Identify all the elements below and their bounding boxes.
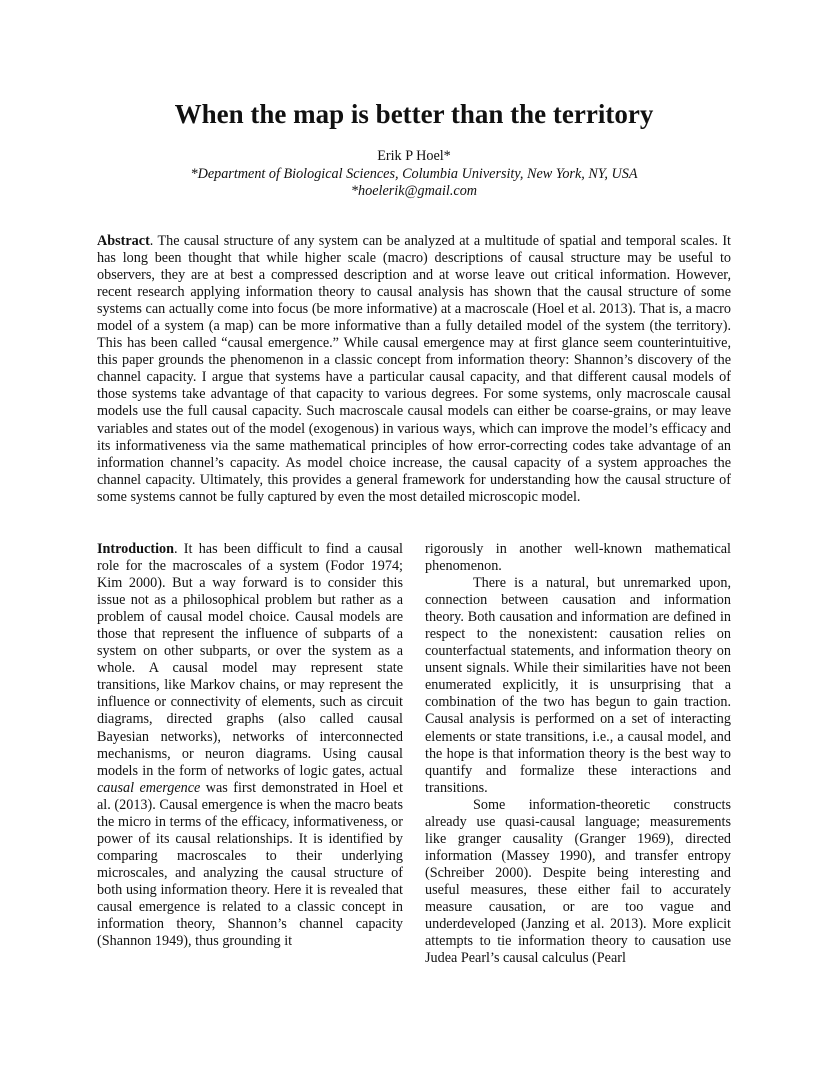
author-block (0, 148, 828, 201)
abstract (97, 233, 731, 506)
intro-p1-text-b: was first demonstrated in Hoel et al. (2013). Causal emergence is when the macro beats the micro in terms of the efficacy, informativeness, or power of its causal relationships. It is identified by comparing macroscales to their underlying microscales, and analyzing the causal structure of both using information theory. Here it is revealed that causal emergence is related to a classic concept in information theory, Shannon’s channel capacity (Shannon 1949), thus grounding it (97, 779, 403, 950)
author-email: *hoelerik@gmail.com (350, 183, 478, 199)
author-affiliation: *Department of Biological Sciences, Columbia University, New York, NY, USA (190, 165, 638, 182)
body-columns (97, 541, 731, 981)
intro-paragraph-3: Some information-theoretic constructs already use quasi-causal language; measurements like granger causality (Granger 1969), directed information (Massey 1990), and transfer entropy (Schreiber 2000). Despite being interesting and useful measures, these either fail to accurately measure causation, or are too vague and underdeveloped (Janzing et al. 2013). More explicit attempts to tie information theory to causation use Judea Pearl’s causal calculus (Pearl (425, 796, 731, 967)
intro-paragraph-1 (97, 541, 403, 950)
abstract-label: Abstract (97, 233, 150, 249)
paper-title: When the map is better than the territory (174, 99, 654, 129)
intro-p1-emphasis: causal emergence (97, 779, 201, 796)
introduction-label: Introduction (97, 541, 174, 557)
right-column (425, 541, 731, 967)
intro-paragraph-1-continued: rigorously in another well-known mathematical phenomenon. (425, 541, 731, 575)
intro-paragraph-2: There is a natural, but unremarked upon, connection between causation and information theory. Both causation and information are defined in respect to the nonexistent: causation relies on counterfactual statements, and information theory on unsent signals. While their similarities have not been enumerated explicitly, it is unsurprising that a combination of the two has begun to gain traction. Causal analysis is performed on a set of interacting elements or state transitions, i.e., a causal model, and the hope is that information theory is the best way to quantify and formalize these interactions and transitions. (425, 575, 731, 796)
author-name: Erik P Hoel* (377, 148, 451, 164)
left-column (97, 541, 403, 950)
intro-p1-text-a: . It has been difficult to find a causal role for the macroscales of a system (Fodor 1974; Kim 2000). But a way forward is to consider this issue not as a philosophical problem but rather as a problem of causal model choice. Causal models are those that represent the influence of subparts of a system on other subparts, or over the system as a whole. A causal model may represent state transitions, like Markov chains, or may represent the influence or connectivity of elements, such as circuit diagrams, directed graphs (also called causal Bayesian networks), networks of interconnected mechanisms, or neuron diagrams. Using causal models in the form of networks of logic gates, actual (97, 541, 403, 779)
abstract-text: . The causal structure of any system can be analyzed at a multitude of spatial and temporal scales. It has long been thought that while higher scale (macro) descriptions of causal structure may be useful to observers, they are at best a compressed description and at worse leave out critical information. However, recent research applying information theory to causal analysis has shown that the causal structure of some systems can actually come into focus (be more informative) at a macroscale (Hoel et al. 2013). That is, a macro model of a system (a map) can be more informative than a fully detailed model of the system (the territory). This has been called “causal emergence.” While causal emergence may at first glance seem counterintuitive, this paper grounds the phenomenon in a classic concept from information theory: Shannon’s discovery of the channel capacity. I argue that systems have a particular causal capacity, and that different causal models of those systems take advantage of that capacity to various degrees. For some systems, only macroscale causal models use the full causal capacity. Such macroscale causal models can either be coarse-grains, or may leave variables and states out of the model (exogenous) in various ways, which can improve the model’s efficacy and its informativeness via the same mathematical principles of how error-correcting codes take advantage of an information channel’s capacity. As model choice increase, the causal capacity of a system approaches the channel capacity. Ultimately, this provides a general framework for understanding how the causal structure of some systems cannot be fully captured by even the most detailed microscopic model. (97, 233, 731, 505)
